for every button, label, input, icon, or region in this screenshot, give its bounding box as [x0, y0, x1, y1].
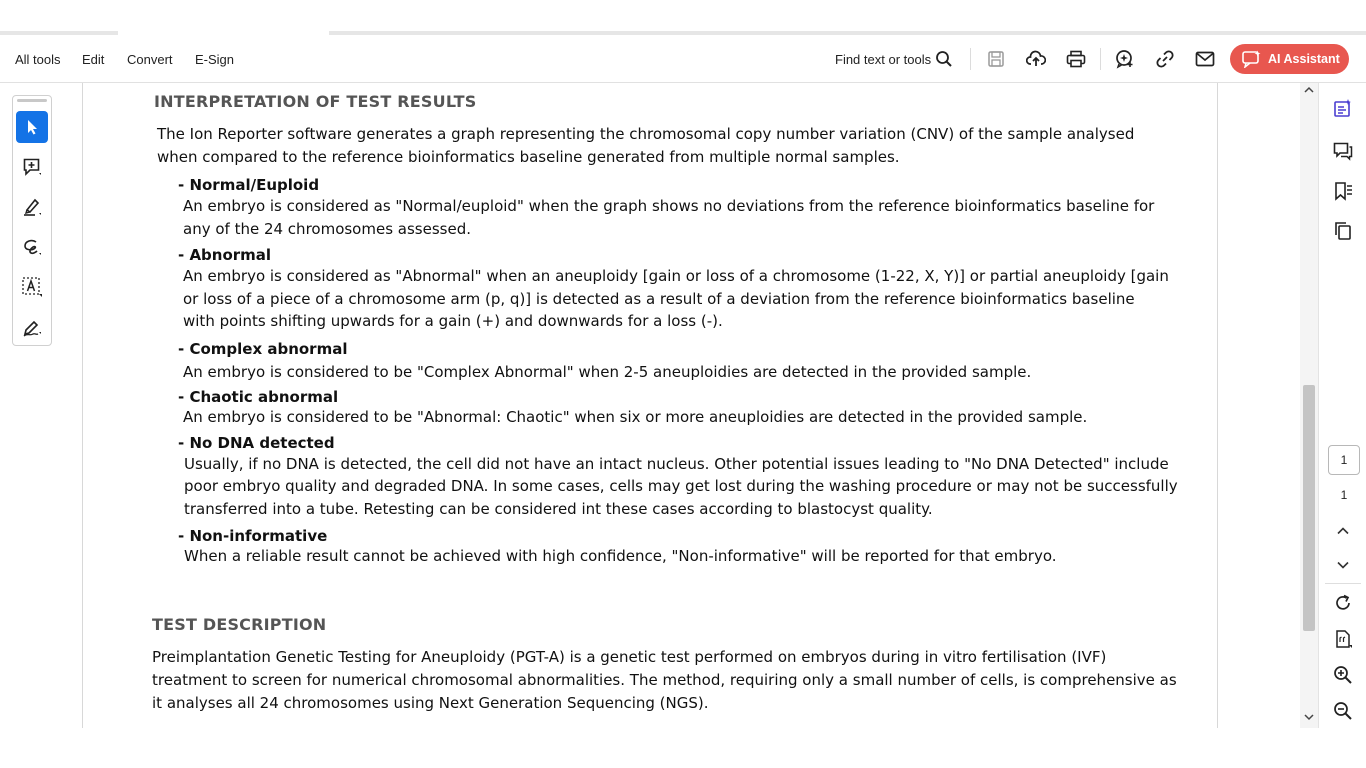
- menu-edit[interactable]: Edit: [82, 52, 105, 67]
- text-recognition-tool[interactable]: [16, 271, 48, 303]
- result-category-heading: - Normal/Euploid: [178, 176, 320, 194]
- test-description-line: Preimplantation Genetic Testing for Aneuploidy (PGT-A) is a genetic test performed on embryos during in vitro fertilisation (IVF): [152, 648, 1107, 666]
- left-tool-pane: [0, 83, 83, 728]
- upload-icon[interactable]: [1023, 46, 1049, 72]
- add-comment-tool[interactable]: [16, 151, 48, 183]
- mail-icon[interactable]: [1192, 46, 1218, 72]
- previous-page-icon[interactable]: [1331, 519, 1355, 543]
- document-border: [1217, 83, 1218, 728]
- scroll-down-arrow[interactable]: [1303, 713, 1315, 725]
- zoom-in-icon[interactable]: [1331, 663, 1355, 687]
- toolbar-divider: [970, 48, 971, 70]
- page-fit-icon[interactable]: [1331, 627, 1355, 651]
- add-comment-icon: [22, 157, 42, 177]
- draw-tool[interactable]: [16, 231, 48, 263]
- result-category-heading: - No DNA detected: [178, 434, 335, 452]
- result-category-text: transferred into a tube. Retesting can be considered int these cases according to blastocyst quality.: [184, 500, 933, 518]
- rail-divider: [1325, 583, 1361, 584]
- result-category-heading: - Chaotic abnormal: [178, 388, 339, 406]
- ai-assistant-label: AI Assistant: [1268, 52, 1340, 66]
- result-category-text: An embryo is considered as "Abnormal" when an aneuploidy [gain or loss of a chromosome (1-22, X, Y)] or partial aneuploidy [gain: [183, 267, 1169, 285]
- scroll-up-arrow[interactable]: [1303, 86, 1315, 98]
- window-bottom-strip: [0, 728, 1366, 768]
- zoom-out-icon[interactable]: [1331, 699, 1355, 723]
- main-toolbar: [0, 36, 1366, 83]
- result-category-text: any of the 24 chromosomes assessed.: [183, 220, 471, 238]
- result-category-text: or loss of a piece of a chromosome arm (p, q)] is detected as a result of a deviation from the reference bioinformatics baseline: [183, 290, 1135, 308]
- tab-indicator: [0, 31, 118, 35]
- find-text-tools[interactable]: Find text or tools: [835, 52, 932, 67]
- test-description-heading: TEST DESCRIPTION: [152, 615, 327, 634]
- total-pages: 1: [1340, 488, 1348, 502]
- next-page-icon[interactable]: [1331, 553, 1355, 577]
- interpretation-heading: INTERPRETATION OF TEST RESULTS: [154, 92, 477, 111]
- bookmarks-icon[interactable]: [1331, 179, 1355, 203]
- result-category-text: poor embryo quality and degraded DNA. In some cases, cells may get lost during the washing procedure or may not be successfully: [184, 477, 1178, 495]
- toolbar-divider: [1100, 48, 1101, 70]
- result-category-heading: - Abnormal: [178, 246, 272, 264]
- save-icon[interactable]: [983, 46, 1009, 72]
- menu-convert[interactable]: Convert: [127, 52, 173, 67]
- tab-indicator: [329, 31, 1366, 35]
- highlight-icon: [22, 197, 42, 217]
- result-category-text: An embryo is considered to be "Abnormal: Chaotic" when six or more aneuploidies are detected in the provided sample.: [183, 408, 1088, 426]
- vertical-scrollbar[interactable]: [1300, 83, 1318, 728]
- right-rail: [1318, 83, 1366, 728]
- menu-esign[interactable]: E-Sign: [195, 52, 235, 67]
- sign-icon: [22, 317, 42, 337]
- document-page[interactable]: [84, 83, 1217, 728]
- print-icon[interactable]: [1063, 46, 1089, 72]
- window-top-strip: [0, 0, 1366, 36]
- interpretation-intro-line: The Ion Reporter software generates a graph representing the chromosomal copy number variation (CNV) of the sample analysed: [157, 125, 1135, 143]
- result-category-text: An embryo is considered as "Normal/euploid" when the graph shows no deviations from the reference bioinformatics baseline for: [183, 197, 1155, 215]
- test-description-line: treatment to screen for numerical chromosomal abnormalities. The method, requiring only a small number of cells, is comprehensive as: [152, 671, 1177, 689]
- search-icon[interactable]: [931, 46, 957, 72]
- result-category-text: Usually, if no DNA is detected, the cell did not have an intact nucleus. Other potential issues leading to "No DNA Detected" include: [184, 455, 1169, 473]
- menu-all-tools[interactable]: All tools: [15, 52, 61, 67]
- interpretation-intro-line: when compared to the reference bioinformatics baseline generated from multiple normal samples.: [157, 148, 900, 166]
- ai-assistant-icon: [1242, 50, 1262, 68]
- highlight-tool[interactable]: [16, 191, 48, 223]
- ai-assistant-button[interactable]: [1230, 44, 1349, 74]
- test-description-line: it analyses all 24 chromosomes using Next Generation Sequencing (NGS).: [152, 694, 709, 712]
- link-icon[interactable]: [1152, 46, 1178, 72]
- result-category-text: When a reliable result cannot be achieved with high confidence, "Non-informative" will be reported for that embryo.: [184, 547, 1057, 565]
- quick-tools-panel: [12, 95, 52, 346]
- refresh-icon[interactable]: [1331, 591, 1355, 615]
- result-category-text: An embryo is considered to be "Complex Abnormal" when 2-5 aneuploidies are detected in the provided sample.: [183, 363, 1032, 381]
- ai-chat-icon[interactable]: [1112, 46, 1138, 72]
- select-icon: [24, 119, 40, 135]
- scrollbar-thumb[interactable]: [1303, 385, 1315, 631]
- text-recognition-icon: [21, 276, 43, 298]
- sign-tool[interactable]: [16, 311, 48, 343]
- current-page-input[interactable]: 1: [1328, 445, 1360, 475]
- select-tool[interactable]: [16, 111, 48, 143]
- draw-icon: [22, 237, 42, 257]
- result-category-heading: - Non-informative: [178, 527, 328, 545]
- panel-grip[interactable]: [17, 99, 47, 102]
- result-category-text: with points shifting upwards for a gain (+) and downwards for a loss (-).: [183, 312, 723, 330]
- edit-pdf-icon[interactable]: [1331, 96, 1355, 120]
- pages-icon[interactable]: [1331, 219, 1355, 243]
- result-category-heading: - Complex abnormal: [178, 340, 348, 358]
- comments-icon[interactable]: [1331, 139, 1355, 163]
